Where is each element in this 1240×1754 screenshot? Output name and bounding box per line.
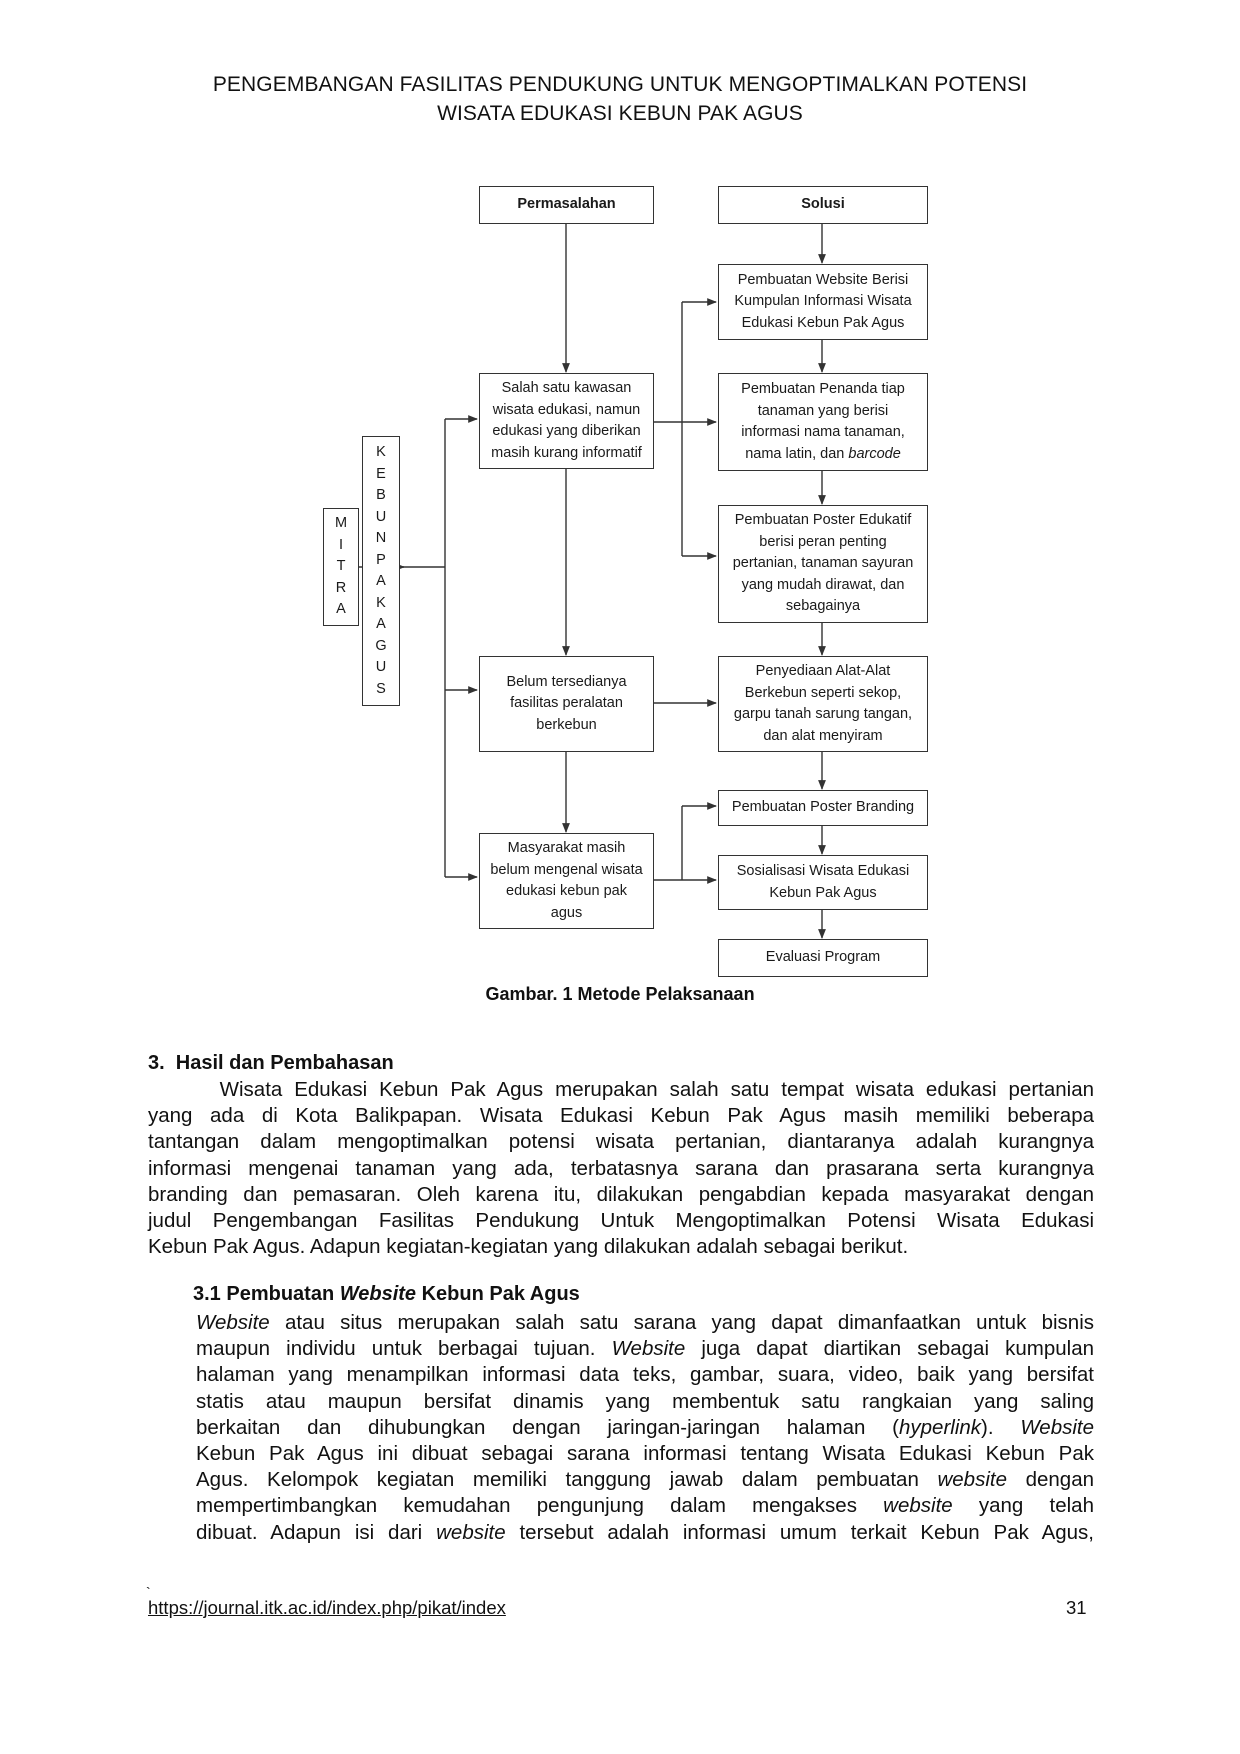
figure-caption: Gambar. 1 Metode Pelaksanaan bbox=[485, 984, 755, 1004]
vertical-letter: S bbox=[376, 680, 386, 697]
diagram-text-line: masih kurang informatif bbox=[491, 444, 642, 461]
section-3-paragraph bbox=[148, 1077, 1094, 1260]
diagram-text-line: garpu tanah sarung tangan, bbox=[733, 706, 913, 722]
diagram-text-line: berisi peran penting bbox=[759, 533, 887, 550]
vertical-letter: A bbox=[376, 616, 386, 632]
header-line-1: PENGEMBANGAN FASILITAS PENDUKUNG UNTUK MENGOPTIMALKAN POTENSI bbox=[212, 73, 1028, 96]
text-line: Website atau situs merupakan salah satu sarana yang dapat dimanfaatkan untuk bisnis bbox=[196, 1311, 1094, 1334]
diagram-text-line: Pembuatan Poster Edukatif bbox=[734, 512, 912, 529]
diagram-text-line: tanaman yang berisi bbox=[757, 402, 889, 419]
text-line: statis atau maupun bersifat dinamis yang membentuk satu rangkaian yang saling bbox=[196, 1389, 1094, 1413]
vertical-letter: U bbox=[375, 659, 387, 675]
kebun-pak-agus-box bbox=[362, 436, 400, 706]
section-3-1-title: 3.1 Pembuatan Website Kebun Pak Agus bbox=[193, 1283, 580, 1305]
text-line: yang ada di Kota Balikpapan. Wisata Edukasi Kebun Pak Agus masih memiliki beberapa bbox=[148, 1104, 1094, 1128]
barcode-term: barcode bbox=[848, 445, 901, 462]
vertical-letter: A bbox=[336, 601, 346, 618]
text-line: judul Pengembangan Fasilitas Pendukung Untuk Mengoptimalkan Potensi Wisata Edukasi bbox=[148, 1209, 1094, 1233]
problem-box-3 bbox=[479, 833, 654, 929]
text-line: tantangan dalam mengoptimalkan potensi wisata pertanian, diantaranya adalah kurangnya bbox=[148, 1130, 1094, 1154]
text-line: maupun individu untuk berbagai tujuan. Website juga dapat diartikan sebagai kumpulan bbox=[196, 1337, 1094, 1361]
mitra-box bbox=[323, 508, 359, 626]
diagram-text-line: Penyediaan Alat-Alat bbox=[755, 663, 891, 679]
diagram-text-line: Pembuatan Website Berisi bbox=[737, 271, 909, 288]
diagram-text-line: Pembuatan Poster Branding bbox=[731, 799, 915, 816]
diagram-text-line: yang mudah dirawat, dan bbox=[741, 576, 905, 593]
vertical-letter: A bbox=[376, 573, 386, 589]
text-line: Agus. Kelompok kegiatan memiliki tanggung jawab dalam pembuatan website dengan bbox=[196, 1468, 1094, 1492]
vertical-letter: E bbox=[376, 465, 386, 482]
text-line: Kebun Pak Agus. Adapun kegiatan-kegiatan yang dilakukan adalah sebagai berikut. bbox=[148, 1235, 909, 1259]
vertical-letter: R bbox=[335, 579, 347, 596]
text-line: dibuat. Adapun isi dari website tersebut adalah informasi umum terkait Kebun Pak Agus, bbox=[196, 1520, 1094, 1544]
text-line: informasi mengenai tanaman yang ada, terbatasnya sarana dan prasarana serta kurangnya bbox=[148, 1156, 1094, 1180]
problem-box-2 bbox=[479, 656, 654, 752]
solusi-header-box bbox=[718, 186, 928, 224]
diagram-text-line: Evaluasi Program bbox=[765, 949, 881, 966]
vertical-letter: M bbox=[334, 515, 348, 532]
diagram-text-line: Kumpulan Informasi Wisata bbox=[734, 293, 912, 310]
diagram-text-line: Pembuatan Penanda tiap bbox=[741, 381, 905, 397]
diagram-text-line: sebagainya bbox=[785, 598, 861, 615]
diagram-text-line: Masyarakat masih bbox=[507, 840, 626, 856]
diagram-text-line: Belum tersedianya bbox=[506, 673, 627, 690]
diagram-text-line: berkebun bbox=[536, 716, 597, 733]
solution-box-sosialisasi bbox=[718, 855, 928, 910]
footer-mark: ` bbox=[146, 1584, 151, 1600]
page-number: 31 bbox=[1066, 1597, 1087, 1618]
diagram-text-line: agus bbox=[550, 904, 583, 921]
diagram-text-line: nama latin, dan barcode bbox=[745, 445, 901, 462]
vertical-letter: I bbox=[338, 536, 344, 553]
vertical-letter: P bbox=[376, 551, 386, 568]
text-line: halaman yang menampilkan informasi data teks, gambar, suara, video, baik yang bersifat bbox=[196, 1363, 1094, 1387]
diagram-text-line: edukasi yang diberikan bbox=[492, 423, 641, 439]
text-line: berkaitan dan dihubungkan dengan jaringan-jaringan halaman (hyperlink). Website bbox=[196, 1415, 1095, 1439]
solution-box-alat-berkebun bbox=[718, 656, 928, 752]
solution-box-evaluasi bbox=[718, 939, 928, 977]
text-line: Kebun Pak Agus ini dibuat sebagai sarana informasi tentang Wisata Edukasi Kebun Pak bbox=[196, 1442, 1094, 1466]
diagram-text-line: edukasi kebun pak bbox=[506, 883, 627, 899]
vertical-letter: K bbox=[376, 594, 386, 611]
section-3-1-paragraph bbox=[196, 1310, 1094, 1546]
diagram-text-line: Sosialisasi Wisata Edukasi bbox=[736, 863, 910, 879]
journal-link[interactable]: https://journal.itk.ac.id/index.php/pikat/index bbox=[148, 1597, 506, 1618]
vertical-letter: U bbox=[375, 508, 387, 525]
solusi-label: Solusi bbox=[801, 196, 845, 213]
section-3-title: 3. Hasil dan Pembahasan bbox=[148, 1052, 394, 1074]
vertical-letter: N bbox=[375, 530, 387, 546]
header-line-2: WISATA EDUKASI KEBUN PAK AGUS bbox=[437, 102, 803, 125]
diagram-text-line: wisata edukasi, namun bbox=[492, 401, 641, 418]
diagram-text-line: fasilitas peralatan bbox=[510, 695, 623, 712]
diagram-text-line: Edukasi Kebun Pak Agus bbox=[741, 314, 905, 331]
solution-box-website bbox=[718, 264, 928, 340]
vertical-letter: G bbox=[375, 637, 387, 654]
vertical-letter: K bbox=[376, 444, 386, 460]
diagram-text-line: Salah satu kawasan bbox=[501, 380, 632, 396]
solution-box-penanda bbox=[718, 373, 928, 471]
diagram-text-line: informasi nama tanaman, bbox=[741, 424, 905, 440]
diagram-text-line: Berkebun seperti sekop, bbox=[744, 684, 902, 701]
solution-box-poster-branding bbox=[718, 790, 928, 826]
diagram-text-line: dan alat menyiram bbox=[763, 727, 883, 744]
diagram-text-line: belum mengenal wisata bbox=[490, 861, 643, 878]
diagram-text-line: pertanian, tanaman sayuran bbox=[732, 555, 914, 572]
text-line: branding dan pemasaran. Oleh karena itu, dilakukan pengabdian kepada masyarakat dengan bbox=[148, 1182, 1094, 1206]
text-line: mempertimbangkan kemudahan pengunjung dalam mengakses website yang telah bbox=[196, 1494, 1094, 1518]
problem-box-1 bbox=[479, 373, 654, 469]
diagram-text-line: Kebun Pak Agus bbox=[769, 884, 877, 901]
solution-box-poster-edukatif bbox=[718, 505, 928, 623]
permasalahan-header-box bbox=[479, 186, 654, 224]
text-line: Wisata Edukasi Kebun Pak Agus merupakan salah satu tempat wisata edukasi pertanian bbox=[148, 1078, 1094, 1101]
vertical-letter: B bbox=[376, 487, 386, 503]
permasalahan-label: Permasalahan bbox=[517, 196, 616, 213]
vertical-letter: T bbox=[336, 558, 346, 575]
